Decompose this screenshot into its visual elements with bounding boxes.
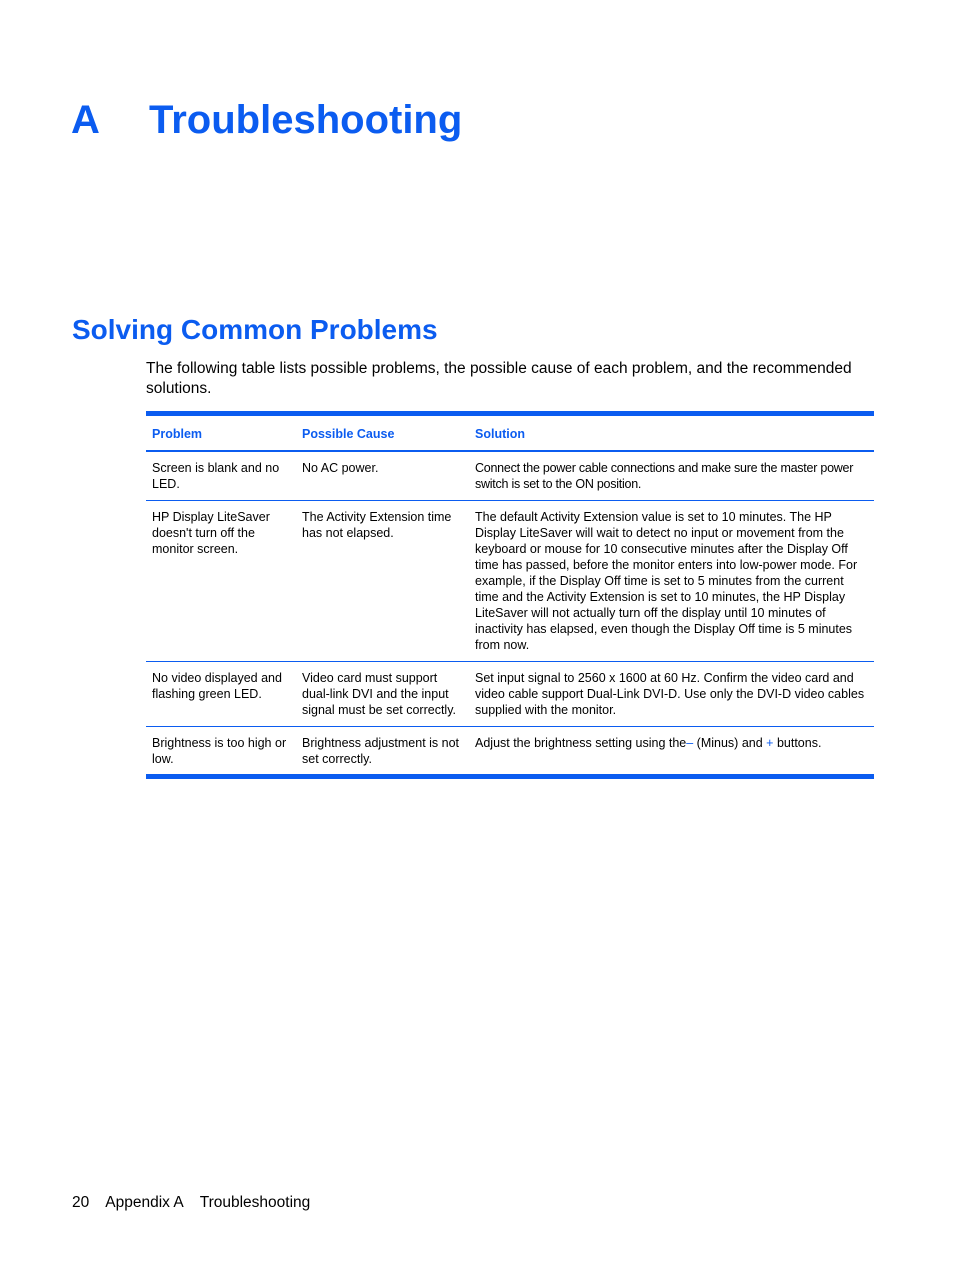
- footer-title: Troubleshooting: [199, 1194, 311, 1211]
- table-row: [146, 727, 874, 777]
- header-problem: Problem: [146, 414, 296, 452]
- header-possible-cause: Possible Cause: [296, 414, 469, 452]
- table-row: [146, 662, 874, 727]
- problem-cell: Screen is blank and no LED.: [146, 451, 296, 501]
- cause-cell: No AC power.: [296, 451, 469, 501]
- chapter-letter: A: [71, 98, 100, 142]
- footer-section: Appendix A: [105, 1194, 184, 1211]
- cause-cell: Brightness adjustment is not set correctly.: [302, 736, 460, 766]
- solution-text-after: buttons.: [773, 736, 822, 750]
- cause-cell: Video card must support dual-link DVI and the input signal must be set correctly.: [296, 662, 469, 727]
- problem-cell: Brightness is too high or low.: [152, 736, 287, 766]
- section-intro: The following table lists possible problems, the possible cause of each problem, and the recommended solutions.: [146, 360, 852, 397]
- solution-cell: The default Activity Extension value is set to 10 minutes. The HP Display LiteSaver will wait to detect no input or movement from the keyboard or mouse for 10 consecutive minutes after the Display Off time has passed, before the monitor enters into low-power mode. For example, if the Display Off time is set to 5 minutes from the current time and the Activity Extension is set to 10 minutes, the HP Display LiteSaver will not actually turn off the display until 10 minutes of inactivity has elapsed, even though the Display Off time is 5 minutes from now.: [469, 501, 874, 662]
- solution-cell: Set input signal to 2560 x 1600 at 60 Hz. Confirm the video card and video cable support Dual-Link DVI-D. Use only the DVI-D video cables supplied with the monitor.: [469, 662, 874, 727]
- solution-text-middle: (Minus) and: [693, 736, 767, 750]
- solution-cell: Connect the power cable connections and make sure the master power switch is set to the ON position.: [469, 451, 874, 501]
- page-number: 20: [72, 1194, 90, 1211]
- table-row: [146, 501, 874, 662]
- solution-cell: [469, 727, 874, 777]
- troubleshooting-table: [146, 411, 874, 779]
- chapter-heading: [71, 96, 462, 144]
- chapter-title: Troubleshooting: [149, 98, 463, 142]
- plus-button-symbol: +: [766, 736, 774, 750]
- page-footer: [72, 1193, 326, 1213]
- table-row: [146, 451, 874, 501]
- minus-button-symbol: –: [686, 736, 694, 750]
- header-solution: Solution: [469, 414, 874, 452]
- problem-cell: HP Display LiteSaver doesn't turn off the monitor screen.: [146, 501, 296, 662]
- cause-cell: The Activity Extension time has not elapsed.: [296, 501, 469, 662]
- problem-cell: No video displayed and flashing green LED.: [146, 662, 296, 727]
- section-title: Solving Common Problems: [72, 314, 438, 345]
- solution-text-before: Adjust the brightness setting using the: [475, 736, 687, 750]
- table-header-row: [146, 414, 874, 452]
